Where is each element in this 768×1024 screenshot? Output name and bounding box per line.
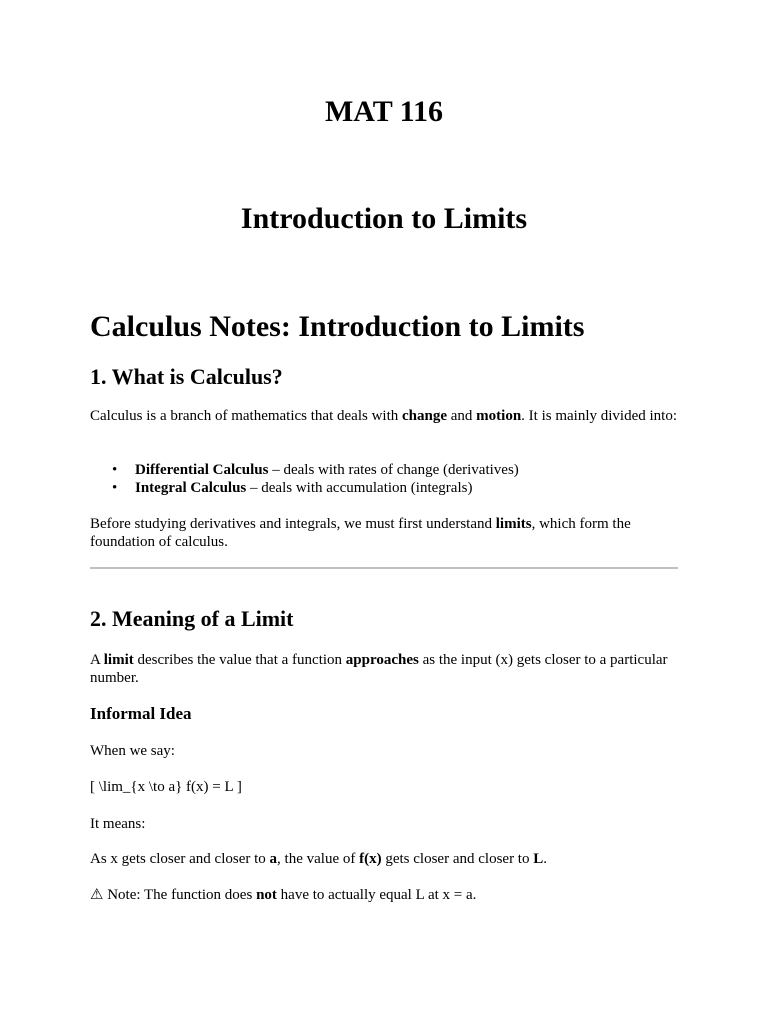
section-divider — [90, 567, 678, 569]
list-item: • Differential Calculus – deals with rates of change (derivatives) — [90, 461, 680, 479]
limits-foundation-paragraph: Before studying derivatives and integrals, we must first understand limits, which form the foundation of calculus. — [90, 516, 631, 550]
limit-note: ⚠ Note: The function does not have to actually equal L at x = a. — [90, 887, 477, 903]
limit-explanation: As x gets closer and closer to a, the value of f(x) gets closer and closer to L. — [90, 851, 547, 867]
topic-title: Introduction to Limits — [240, 202, 528, 235]
limit-definition-paragraph: A limit describes the value that a function approaches as the input (x) gets closer to a particular number. — [90, 652, 668, 686]
limit-formula: [ \lim_{x \to a} f(x) = L ] — [90, 779, 242, 795]
when-we-say-text: When we say: — [90, 743, 175, 759]
list-item: • Integral Calculus – deals with accumulation (integrals) — [90, 479, 680, 497]
subheading-informal-idea: Informal Idea — [90, 704, 192, 723]
calculus-intro-paragraph: Calculus is a branch of mathematics that deals with change and motion. It is mainly divided into: — [90, 408, 677, 424]
section-heading-what-is-calculus: 1. What is Calculus? — [90, 364, 283, 389]
section-heading-meaning-of-limit: 2. Meaning of a Limit — [90, 606, 294, 631]
it-means-text: It means: — [90, 816, 146, 832]
calculus-branches-list — [90, 461, 680, 497]
course-title: MAT 116 — [324, 95, 444, 128]
document-heading: Calculus Notes: Introduction to Limits — [90, 310, 585, 343]
